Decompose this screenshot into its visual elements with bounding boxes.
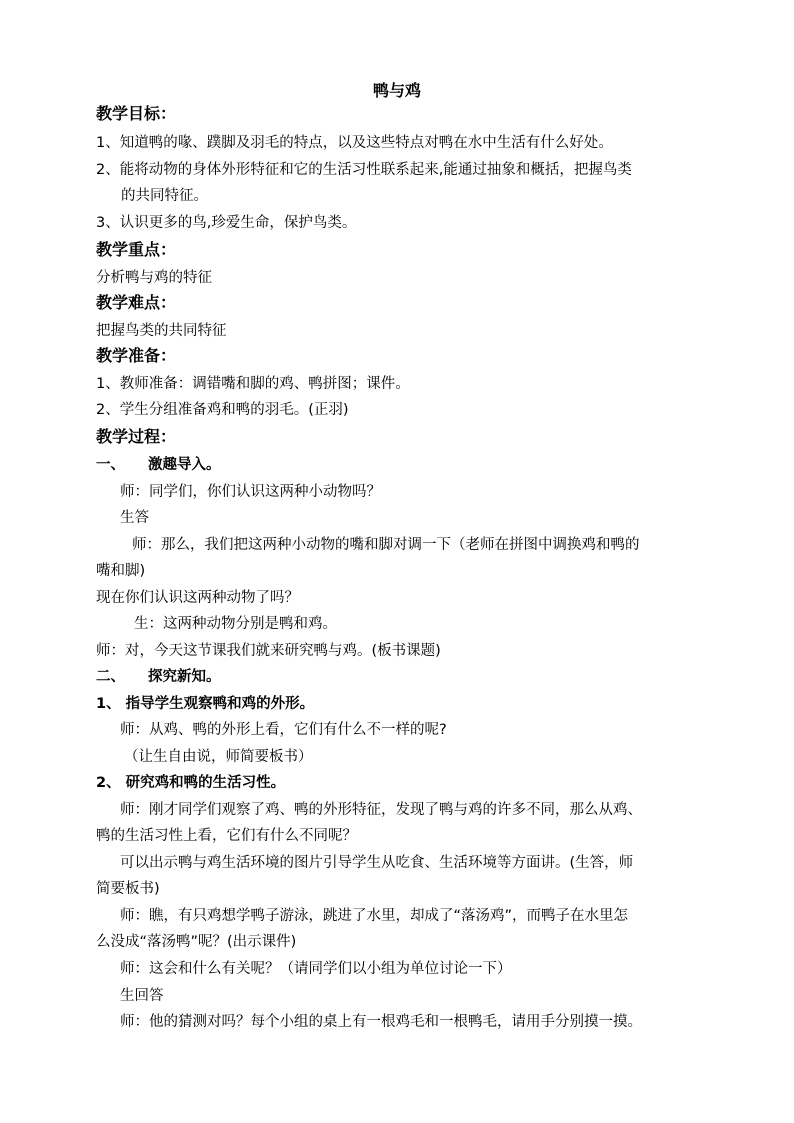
dialogue-line: 师：对，今天这节课我们就来研究鸭与鸡。(板书课题)	[96, 643, 441, 659]
dialogue-line: 师：他的猜测对吗？每个小组的桌上有一根鸡毛和一根鸭毛，请用手分别摸一摸。	[120, 1014, 642, 1030]
difficulties-text: 把握鸟类的共同特征	[96, 323, 227, 339]
preparation-item-2: 2、学生分组准备鸡和鸭的羽毛。(正羽)	[96, 402, 349, 418]
dialogue-line: 可以出示鸭与鸡生活环境的图片引导学生从吃食、生活环境等方面讲。(生答，师	[120, 855, 634, 871]
preparation-item-1: 1、教师准备：调错嘴和脚的鸡、鸭拼图；课件。	[96, 376, 410, 392]
dialogue-line: （让生自由说，师简要板书）	[124, 749, 313, 765]
goal-item-3: 3、认识更多的鸟,珍爱生命，保护鸟类。	[96, 215, 357, 231]
key-points-text: 分析鸭与鸡的特征	[96, 270, 212, 286]
goal-item-2-cont: 的共同特征。	[121, 188, 208, 204]
dialogue-line: 生答	[120, 510, 149, 526]
page-title: 鸭与鸡	[372, 81, 421, 100]
key-points-heading: 教学重点：	[96, 240, 177, 259]
goal-item-1: 1、知道鸭的喙、蹼脚及羽毛的特点，以及这些特点对鸭在水中生活有什么好处。	[96, 135, 613, 151]
dialogue-line: 师：从鸡、鸭的外形上看，它们有什么不一样的呢?	[120, 722, 447, 738]
section-2-number: 二、	[96, 669, 125, 685]
subsection-1-heading: 1、 指导学生观察鸭和鸡的外形。	[96, 696, 315, 712]
dialogue-line: 师：刚才同学们观察了鸡、鸭的外形特征，发现了鸭与鸡的许多不同，那么从鸡、	[120, 802, 642, 818]
dialogue-line: 简要板书)	[96, 881, 160, 897]
section-2-heading	[96, 667, 221, 687]
dialogue-line: 生回答	[120, 988, 164, 1004]
goal-item-2: 2、能将动物的身体外形特征和它的生活习性联系起来,能通过抽象和概括，把握鸟类	[96, 162, 632, 178]
process-heading: 教学过程：	[96, 427, 177, 446]
dialogue-line: 师：那么，我们把这两种小动物的嘴和脚对调一下（老师在拼图中调换鸡和鸭的	[132, 537, 640, 553]
section-2-title: 探究新知。	[148, 669, 221, 685]
dialogue-line: 师：这会和什么有关呢？（请同学们以小组为单位讨论一下）	[120, 961, 512, 977]
section-1-number: 一、	[96, 457, 125, 473]
section-1-title: 激趣导入。	[148, 457, 221, 473]
subsection-2-heading: 2、 研究鸡和鸭的生活习性。	[96, 775, 286, 791]
difficulties-heading: 教学难点：	[96, 293, 177, 312]
section-1-heading	[96, 455, 221, 475]
preparation-heading: 教学准备：	[96, 346, 177, 365]
dialogue-line: 鸭的生活习性上看，它们有什么不同呢？	[96, 828, 357, 844]
dialogue-line: 现在你们认识这两种动物了吗？	[96, 590, 299, 606]
dialogue-line: 嘴和脚)	[96, 563, 146, 579]
goals-heading: 教学目标：	[96, 104, 177, 123]
dialogue-line: 师：同学们，你们认识这两种小动物吗？	[120, 484, 381, 500]
dialogue-line: 师：瞧，有只鸡想学鸭子游泳，跳进了水里，却成了“落汤鸡”，而鸭子在水里怎	[120, 908, 629, 924]
dialogue-line: 生：这两种动物分别是鸭和鸡。	[134, 616, 337, 632]
dialogue-line: 么没成“落汤鸭”呢？(出示课件)	[96, 934, 297, 950]
